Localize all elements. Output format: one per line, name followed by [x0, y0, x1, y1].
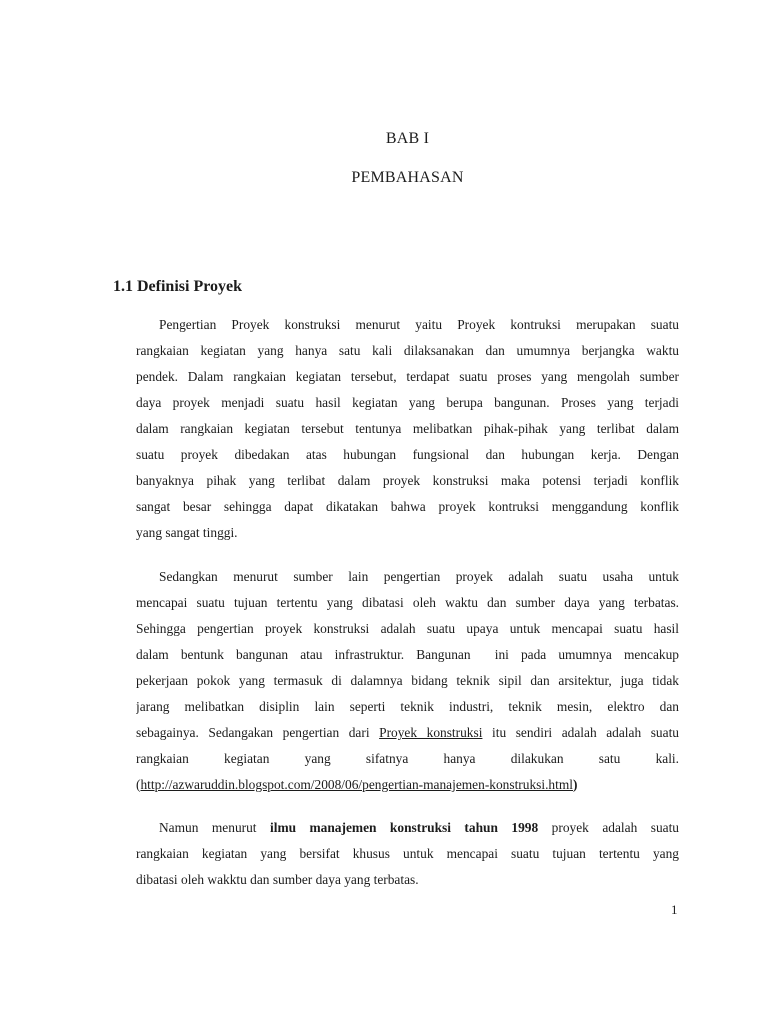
- text-line: [136, 590, 679, 616]
- text-line: [136, 442, 679, 468]
- text-segment: banyaknya pihak yang terlibat dalam proyek konstruksi maka potensi terjadi konflik: [136, 473, 679, 488]
- text-line: [136, 746, 679, 772]
- text-line: [136, 668, 679, 694]
- text-line: [136, 564, 679, 590]
- text-segment: mencapai suatu tujuan tertentu yang dibatasi oleh waktu dan sumber daya yang terbatas.: [136, 595, 679, 610]
- text-segment: sebagainya. Sedangakan pengertian dari: [136, 725, 380, 740]
- text-line: [136, 312, 679, 338]
- text-line: [136, 390, 679, 416]
- paragraph-other-source: [136, 564, 679, 798]
- text-line: [136, 642, 679, 668]
- text-segment: rangkaian kegiatan yang hanya satu kali dilaksanakan dan umumnya berjangka waktu: [136, 343, 679, 358]
- text-line: [136, 616, 679, 642]
- section-heading: 1.1 Definisi Proyek: [113, 278, 243, 295]
- text-line: [136, 494, 679, 520]
- text-segment: sangat besar sehingga dapat dikatakan bahwa proyek kontruksi menggandung konflik: [136, 499, 679, 514]
- text-line: [136, 772, 679, 798]
- text-segment: Namun menurut: [159, 820, 270, 835]
- text-line: [136, 720, 679, 746]
- text-line: [136, 520, 679, 546]
- text-line: [136, 468, 679, 494]
- text-line: [136, 815, 679, 841]
- text-line: [136, 416, 679, 442]
- text-line: [136, 841, 679, 867]
- text-segment: daya proyek menjadi suatu hasil kegiatan yang berupa bangunan. Proses yang terjadi: [136, 395, 679, 410]
- text-segment: jarang melibatkan disiplin lain seperti teknik industri, teknik mesin, elektro dan: [136, 699, 679, 714]
- text-line: [136, 694, 679, 720]
- text-segment: itu sendiri adalah adalah suatu: [482, 725, 679, 740]
- text-segment: Pengertian Proyek konstruksi menurut yaitu Proyek kontruksi merupakan suatu: [159, 317, 679, 332]
- page-number: 1: [671, 902, 678, 917]
- text-segment: (: [136, 777, 141, 792]
- underlined-text: http://azwaruddin.blogspot.com/2008/06/pengertian-manajemen-konstruksi.html: [140, 777, 573, 792]
- paragraph-definition: [136, 312, 679, 546]
- chapter-title: PEMBAHASAN: [351, 169, 464, 186]
- text-line: [136, 338, 679, 364]
- text-segment: pekerjaan pokok yang termasuk di dalamnya bidang teknik sipil dan arsitektur, juga tidak: [136, 673, 679, 688]
- text-segment: rangkaian kegiatan yang bersifat khusus untuk mencapai suatu tujuan tertentu yang: [136, 846, 679, 861]
- bold-text: ilmu manajemen konstruksi tahun 1998: [270, 820, 539, 835]
- text-segment: dalam bentunk bangunan atau infrastruktur. Bangunan ini pada umumnya mencakup: [136, 647, 679, 662]
- text-segment: suatu proyek dibedakan atas hubungan fungsional dan hubungan kerja. Dengan: [136, 447, 679, 462]
- text-segment: dalam rangkaian kegiatan tersebut tentunya melibatkan pihak-pihak yang terlibat dalam: [136, 421, 679, 436]
- underlined-text: Proyek konstruksi: [379, 725, 483, 740]
- text-segment: proyek adalah suatu: [538, 820, 679, 835]
- text-segment: rangkaian kegiatan yang sifatnya hanya dilakukan satu kali.: [136, 751, 679, 766]
- text-segment: pendek. Dalam rangkaian kegiatan tersebut, terdapat suatu proses yang mengolah sumber: [136, 369, 679, 384]
- text-line: [136, 364, 679, 390]
- text-segment: Sehingga pengertian proyek konstruksi adalah suatu upaya untuk mencapai suatu hasil: [136, 621, 679, 636]
- chapter-label: BAB I: [385, 130, 430, 147]
- text-line: [136, 867, 679, 893]
- paragraph-management-science: [136, 815, 679, 893]
- text-segment: Sedangkan menurut sumber lain pengertian proyek adalah suatu usaha untuk: [159, 569, 679, 584]
- text-segment: dibatasi oleh wakktu dan sumber daya yang terbatas.: [136, 872, 419, 887]
- text-segment: yang sangat tinggi.: [136, 525, 238, 540]
- bold-text: ): [572, 777, 578, 792]
